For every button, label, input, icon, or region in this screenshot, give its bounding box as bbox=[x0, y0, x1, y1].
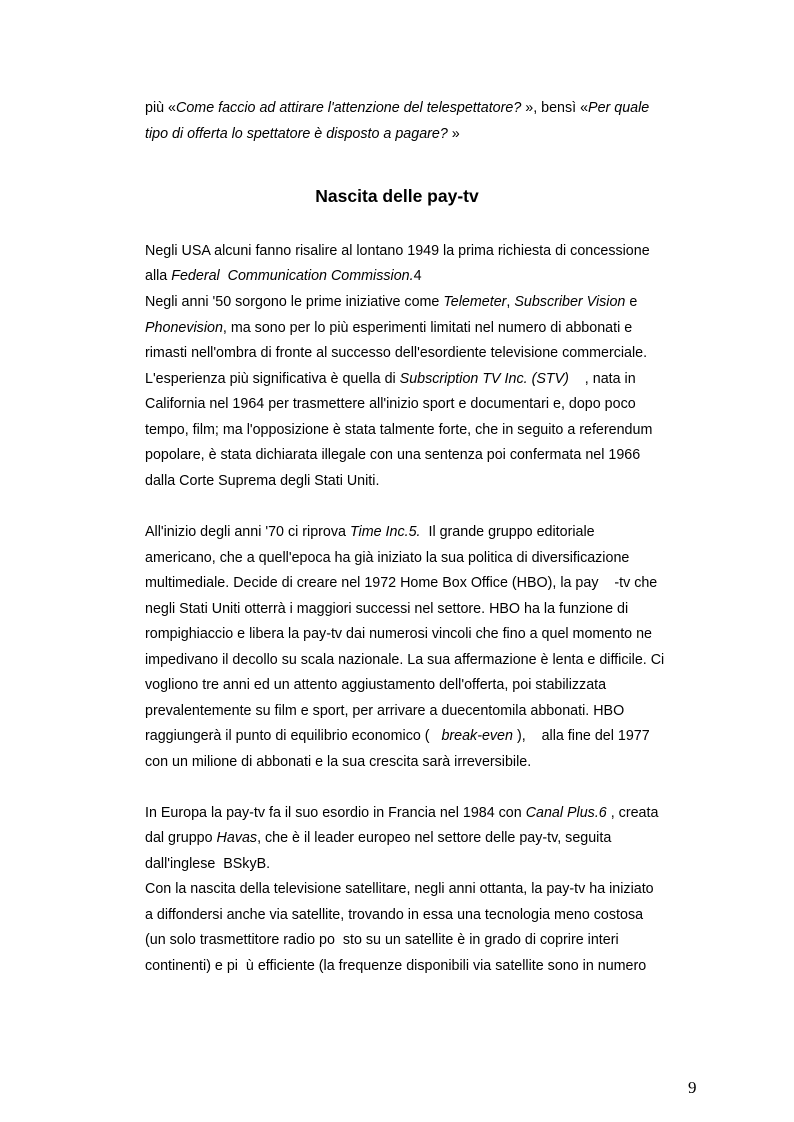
p3-line-7: continenti) e pi ù efficiente (la frequenze disponibili via satellite sono in numero bbox=[145, 958, 647, 974]
p2-line-6: impedivano il decollo su scala nazionale. La sua affermazione è lenta e difficile. Ci bbox=[145, 652, 665, 668]
p1-line-6 bbox=[145, 371, 636, 387]
italic-run: Come faccio ad attirare l'attenzione del telespettatore? bbox=[176, 100, 522, 116]
italic-run: Subscriber Vision bbox=[514, 294, 626, 310]
p1-line-10: dalla Corte Suprema degli Stati Uniti. bbox=[145, 473, 380, 489]
p3-line-4: Con la nascita della televisione satellitare, negli anni ottanta, la pay-tv ha iniziato bbox=[145, 881, 654, 897]
p2-line-8: prevalentemente su film e sport, per arrivare a duecentomila abbonati. HBO bbox=[145, 703, 625, 719]
p2-line-9 bbox=[145, 728, 650, 744]
p1-line-5: rimasti nell'ombra di fronte al successo dell'esordiente televisione commerciale. bbox=[145, 345, 648, 361]
p2-line-1 bbox=[145, 524, 595, 540]
italic-run: tipo di offerta lo spettatore è disposto a pagare? bbox=[145, 126, 448, 142]
text-run: » bbox=[447, 126, 460, 142]
p1-line-1: Negli USA alcuni fanno risalire al lontano 1949 la prima richiesta di concessione bbox=[145, 243, 650, 259]
p3-line-3: dall'inglese BSkyB. bbox=[145, 856, 271, 872]
text-run: In Europa la pay-tv fa il suo esordio in Francia nel 1984 con bbox=[145, 805, 526, 821]
p2-line-2: americano, che a quell'epoca ha già iniziato la sua politica di diversificazione bbox=[145, 550, 630, 566]
italic-run: Telemeter bbox=[443, 294, 507, 310]
text-run: raggiungerà il punto di equilibrio economico ( bbox=[145, 728, 442, 744]
text-run: L'esperienza più significativa è quella di bbox=[145, 371, 400, 387]
italic-run: Subscription TV Inc. (STV) bbox=[399, 371, 569, 387]
intro-line-1 bbox=[145, 100, 649, 116]
italic-run: break-even bbox=[441, 728, 513, 744]
p3-line-1 bbox=[145, 805, 658, 821]
p3-line-2 bbox=[145, 830, 611, 846]
p1-line-2 bbox=[145, 268, 422, 284]
text-run: alla bbox=[145, 268, 172, 284]
text-run: ), alla fine del 1977 bbox=[512, 728, 650, 744]
intro-line-2 bbox=[145, 126, 460, 142]
text-run: , che è il leader europeo nel settore delle pay-tv, seguita bbox=[257, 830, 612, 846]
text-run: », bensì « bbox=[521, 100, 589, 116]
p2-line-5: rompighiaccio e libera la pay-tv dai numerosi vincoli che fino a quel momento ne bbox=[145, 626, 653, 642]
p1-line-8: tempo, film; ma l'opposizione è stata talmente forte, che in seguito a referendum bbox=[145, 422, 653, 438]
italic-run: Phonevision bbox=[145, 320, 223, 336]
italic-run: Federal Communication Commission. bbox=[171, 268, 414, 284]
p2-line-7: vogliono tre anni ed un attento aggiustamento dell'offerta, poi stabilizzata bbox=[145, 677, 607, 693]
text-run: , ma sono per lo più esperimenti limitati nel numero di abbonati e bbox=[222, 320, 633, 336]
p1-line-3 bbox=[145, 294, 637, 310]
page-number: 9 bbox=[688, 1078, 697, 1097]
italic-run: Per quale bbox=[588, 100, 650, 116]
text-run: , nata in bbox=[568, 371, 636, 387]
p1-line-7: California nel 1964 per trasmettere all'inizio sport e documentari e, dopo poco bbox=[145, 396, 636, 412]
text-run: Negli anni '50 sorgono le prime iniziative come bbox=[145, 294, 444, 310]
text-run: e bbox=[625, 294, 638, 310]
text-run: , bbox=[506, 294, 515, 310]
italic-run: Time Inc.5. bbox=[349, 524, 421, 540]
text-run: più « bbox=[145, 100, 177, 116]
section-title: Nascita delle pay-tv bbox=[315, 186, 479, 206]
p3-line-6: (un solo trasmettitore radio po sto su un satellite è in grado di coprire interi bbox=[145, 932, 619, 948]
text-run: Il grande gruppo editoriale bbox=[420, 524, 595, 540]
p2-line-4: negli Stati Uniti otterrà i maggiori successi nel settore. HBO ha la funzione di bbox=[145, 601, 629, 617]
p2-line-10: con un milione di abbonati e la sua crescita sarà irreversibile. bbox=[145, 754, 532, 770]
p3-line-5: a diffondersi anche via satellite, trovando in essa una tecnologia meno costosa bbox=[145, 907, 644, 923]
italic-run: Canal Plus.6 bbox=[525, 805, 607, 821]
footnote-ref: 4 bbox=[413, 268, 422, 284]
text-run: , creata bbox=[606, 805, 659, 821]
p2-line-3: multimediale. Decide di creare nel 1972 Home Box Office (HBO), la pay -tv che bbox=[145, 575, 658, 591]
italic-run: Havas bbox=[216, 830, 258, 846]
p1-line-4 bbox=[145, 320, 632, 336]
p1-line-9: popolare, è stata dichiarata illegale con una sentenza poi confermata nel 1966 bbox=[145, 447, 641, 463]
text-run: dal gruppo bbox=[145, 830, 217, 846]
text-run: All'inizio degli anni '70 ci riprova bbox=[145, 524, 350, 540]
